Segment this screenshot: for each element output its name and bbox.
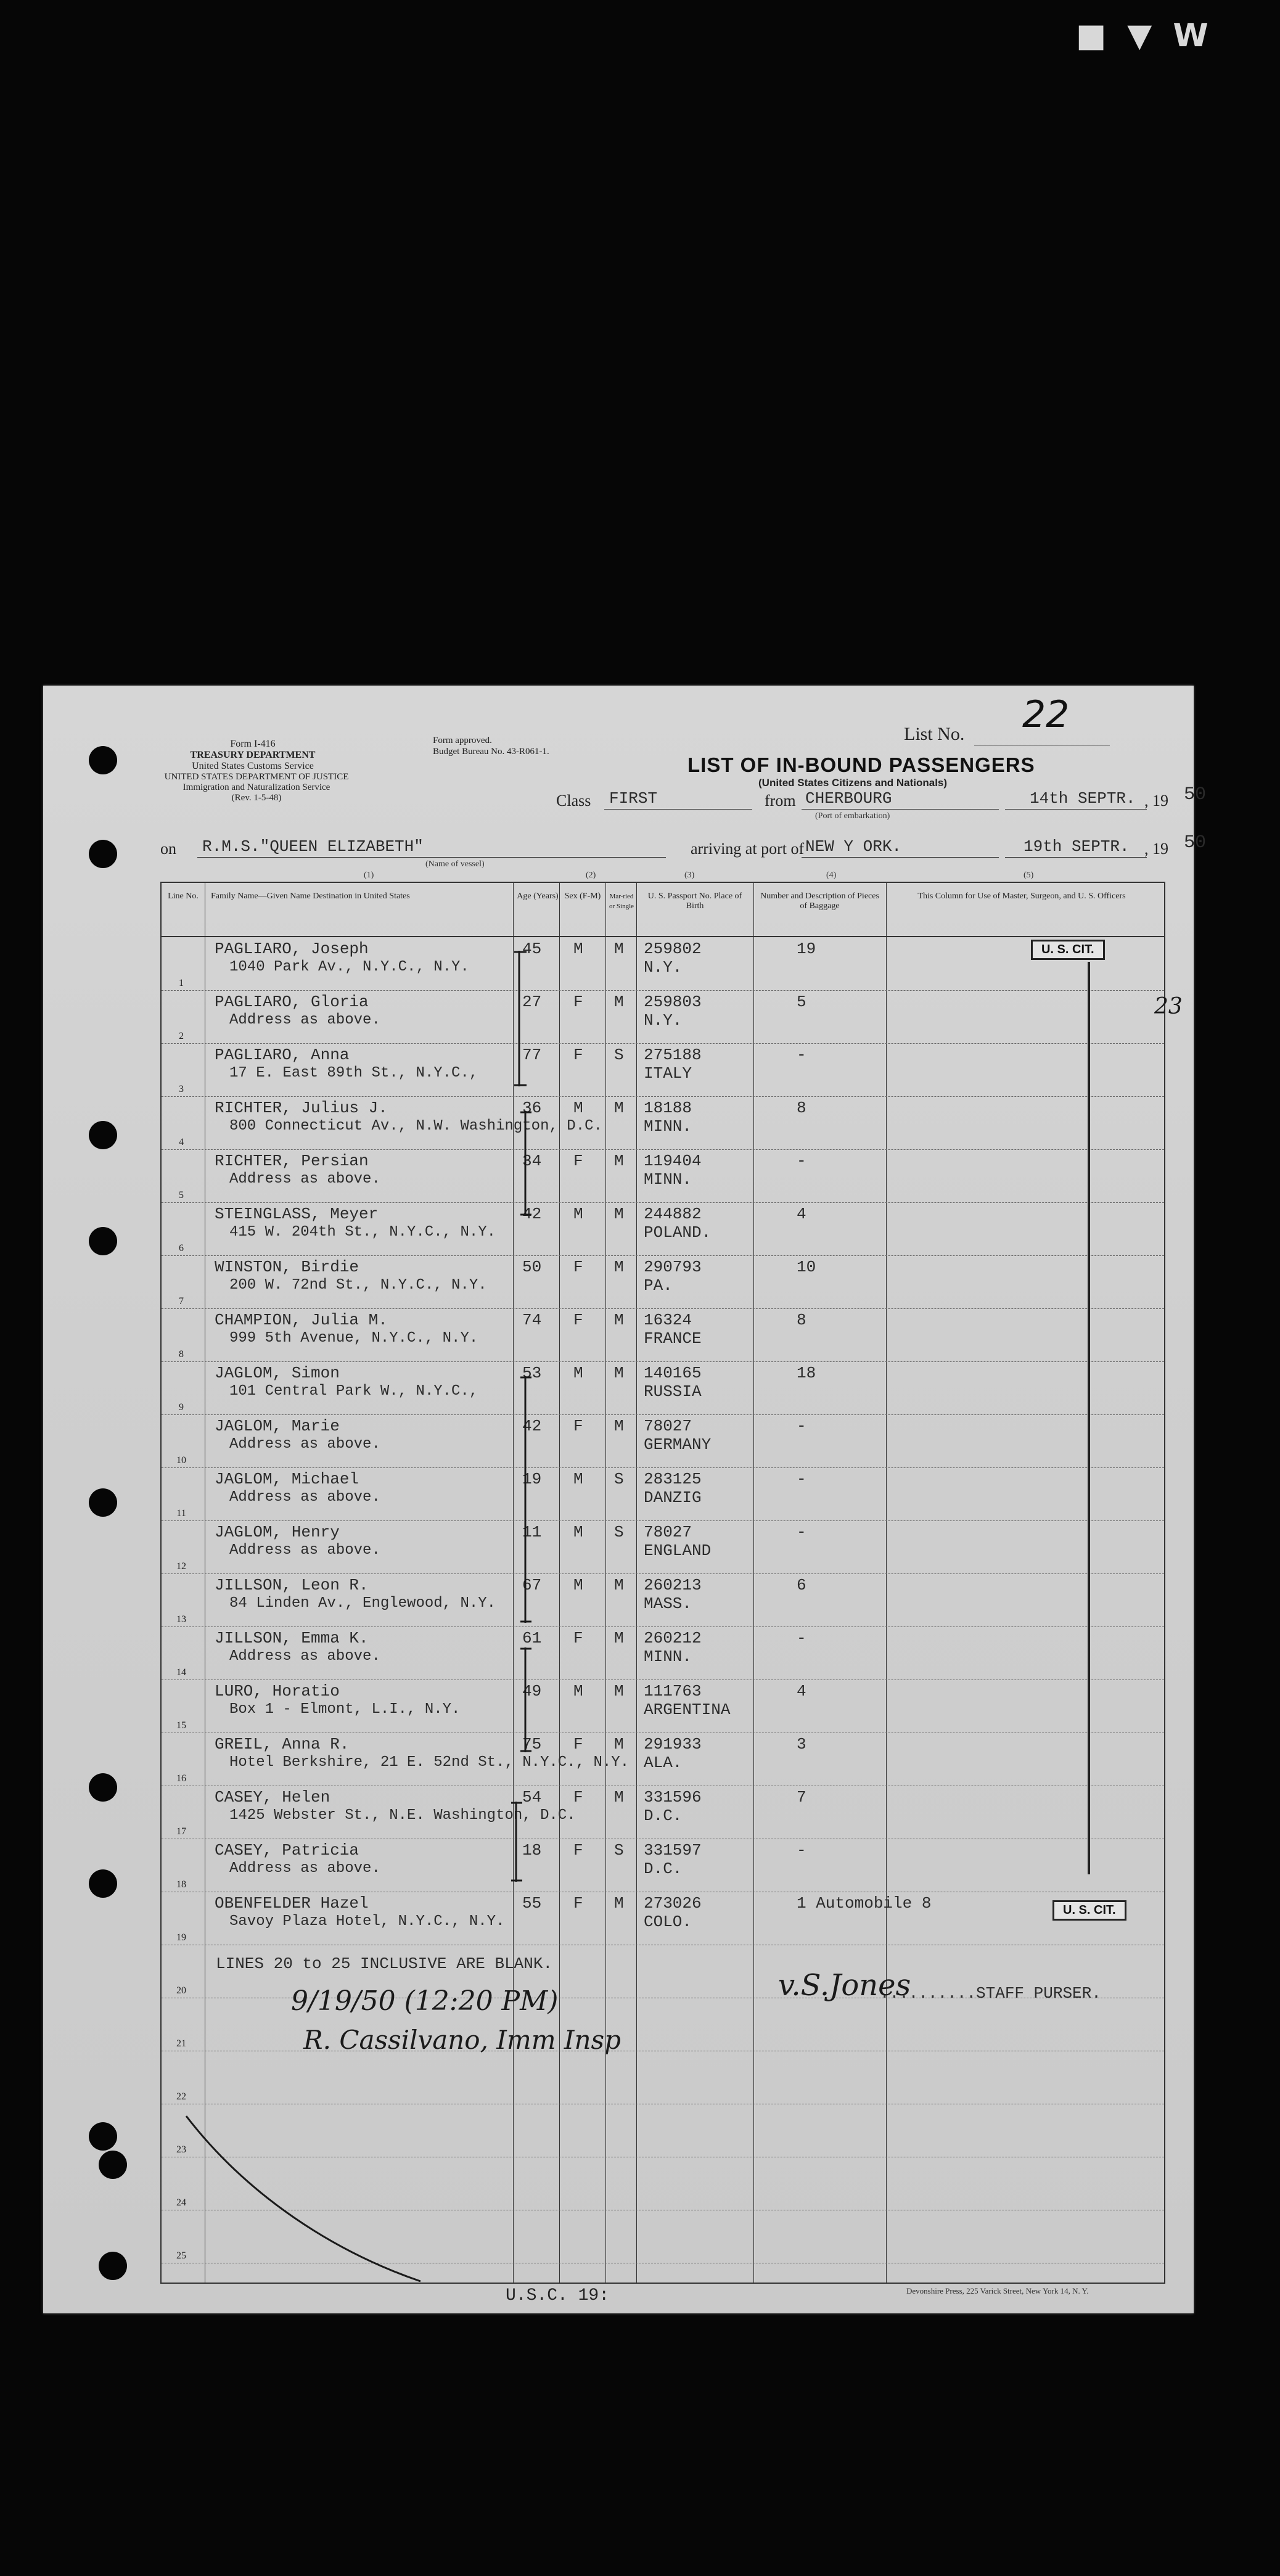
page-subtitle: (United States Citizens and Nationals) <box>758 777 948 789</box>
passenger-sex: F <box>573 1841 583 1860</box>
passenger-age: 77 <box>522 1046 542 1064</box>
embarkation-date: 14th SEPTR. <box>1030 789 1136 808</box>
line-number: 10 <box>176 1455 186 1466</box>
passport-number: 78027 <box>644 1523 692 1541</box>
passport-number: 290793 <box>644 1258 702 1276</box>
passenger-sex: F <box>573 1894 583 1913</box>
passenger-marital: M <box>614 1099 624 1117</box>
line-number: 6 <box>179 1243 184 1253</box>
passenger-name: PAGLIARO, Anna <box>215 1046 350 1064</box>
passenger-marital: M <box>614 1311 624 1329</box>
passenger-sex: F <box>573 1417 583 1435</box>
passenger-table <box>160 882 1183 2284</box>
passenger-name: OBENFELDER Hazel <box>215 1894 369 1913</box>
baggage: - <box>797 1417 806 1435</box>
passenger-age: 34 <box>522 1152 542 1170</box>
line-number: 25 <box>176 2250 186 2261</box>
passenger-name: RICHTER, Julius J. <box>215 1099 388 1117</box>
col-number-5: (5) <box>1024 871 1034 880</box>
class-label: Class <box>556 792 591 810</box>
header-married: Mar-ried or Single <box>609 893 634 910</box>
passport-number: 275188 <box>644 1046 702 1064</box>
passenger-name: JAGLOM, Henry <box>215 1523 340 1541</box>
passport-number: 260213 <box>644 1576 702 1594</box>
baggage: 18 <box>797 1364 816 1382</box>
passenger-destination: 999 5th Avenue, N.Y.C., N.Y. <box>229 1330 478 1347</box>
passenger-destination: Address as above. <box>229 1860 380 1877</box>
passport-number: 111763 <box>644 1682 702 1700</box>
passenger-age: 55 <box>522 1894 542 1913</box>
arriving-label: arriving at port of <box>691 840 805 858</box>
passport-number: 291933 <box>644 1735 702 1754</box>
line-number: 7 <box>179 1296 184 1306</box>
passport-number: 273026 <box>644 1894 702 1913</box>
baggage: - <box>797 1046 806 1064</box>
place-of-birth: PA. <box>644 1276 673 1295</box>
passenger-marital: S <box>614 1841 624 1860</box>
citizen-stamp-bottom: U. S. CIT. <box>1052 1900 1126 1921</box>
passenger-sex: F <box>573 1258 583 1276</box>
blank-lines-note: LINES 20 to 25 INCLUSIVE ARE BLANK. <box>216 1955 553 1973</box>
header-baggage: Number and Description of Pieces of Baggage <box>760 892 879 911</box>
passport-number: 259802 <box>644 940 702 958</box>
baggage: - <box>797 1629 806 1647</box>
printer-imprint: Devonshire Press, 225 Varick Street, New York 14, N. Y. <box>906 2286 1089 2295</box>
punch-hole <box>99 2252 127 2280</box>
passenger-marital: M <box>614 1417 624 1435</box>
col-number-2: (2) <box>586 871 596 880</box>
passenger-marital: M <box>614 1788 624 1807</box>
passport-number: 244882 <box>644 1205 702 1223</box>
line-number: 15 <box>176 1720 186 1731</box>
citizen-stamp-top: U. S. CIT. <box>1031 940 1105 960</box>
vessel-name: R.M.S."QUEEN ELIZABETH" <box>202 837 424 856</box>
punch-hole <box>99 2151 127 2179</box>
corner-mark: ■ ▼ W <box>1076 17 1213 54</box>
arrival-date: 19th SEPTR. <box>1024 837 1130 856</box>
passenger-destination: Address as above. <box>229 1436 380 1453</box>
header-passport: U. S. Passport No. Place of Birth <box>647 892 742 911</box>
passenger-age: 75 <box>522 1735 542 1754</box>
passport-number: 260212 <box>644 1629 702 1647</box>
place-of-birth: MASS. <box>644 1594 692 1613</box>
place-of-birth: ENGLAND <box>644 1541 712 1560</box>
margin-number: 23 <box>1154 994 1183 1019</box>
passenger-marital: M <box>614 1364 624 1382</box>
form-header-justice: UNITED STATES DEPARTMENT OF JUSTICE Immigration and Naturalization Service (Rev. 1-5-48) <box>164 772 349 803</box>
line-number: 4 <box>179 1137 184 1147</box>
baggage: - <box>797 1523 806 1541</box>
line-number: 1 <box>179 978 184 988</box>
place-of-birth: GERMANY <box>644 1435 712 1454</box>
line-number: 12 <box>176 1561 186 1572</box>
baggage: 8 <box>797 1099 806 1117</box>
passenger-destination: 84 Linden Av., Englewood, N.Y. <box>229 1595 496 1612</box>
baggage: 6 <box>797 1576 806 1594</box>
baggage: 4 <box>797 1205 806 1223</box>
line-number: 3 <box>179 1084 184 1094</box>
place-of-birth: ALA. <box>644 1754 683 1772</box>
passenger-marital: M <box>614 1735 624 1754</box>
passport-number: 331596 <box>644 1788 702 1807</box>
line-number: 18 <box>176 1879 186 1890</box>
line-number: 5 <box>179 1190 184 1200</box>
passenger-destination: Savoy Plaza Hotel, N.Y.C., N.Y. <box>229 1913 505 1930</box>
passenger-age: 36 <box>522 1099 542 1117</box>
passport-number: 331597 <box>644 1841 702 1860</box>
vessel-note: (Name of vessel) <box>425 859 485 869</box>
punch-hole <box>89 1488 117 1517</box>
passport-number: 16324 <box>644 1311 692 1329</box>
passenger-marital: M <box>614 1576 624 1594</box>
passenger-age: 42 <box>522 1417 542 1435</box>
place-of-birth: DANZIG <box>644 1488 702 1507</box>
passenger-destination: Box 1 - Elmont, L.I., N.Y. <box>229 1701 461 1718</box>
passport-number: 259803 <box>644 993 702 1011</box>
passport-number: 119404 <box>644 1152 702 1170</box>
passenger-name: JAGLOM, Simon <box>215 1364 340 1382</box>
punch-hole <box>89 1869 117 1898</box>
punch-hole <box>89 746 117 774</box>
page-title: LIST OF IN-BOUND PASSENGERS <box>687 753 1035 776</box>
passenger-name: CASEY, Helen <box>215 1788 330 1807</box>
passenger-name: JILLSON, Emma K. <box>215 1629 369 1647</box>
place-of-birth: ITALY <box>644 1064 692 1083</box>
punch-hole <box>89 2122 117 2151</box>
line-number: 19 <box>176 1932 186 1943</box>
baggage: 8 <box>797 1311 806 1329</box>
baggage: - <box>797 1152 806 1170</box>
line-number: 21 <box>176 2038 186 2049</box>
col-number-4: (4) <box>826 871 837 880</box>
passenger-name: JAGLOM, Michael <box>215 1470 359 1488</box>
punch-hole <box>89 1227 117 1255</box>
header-sex: Sex (F-M) <box>564 892 601 901</box>
passenger-sex: M <box>573 1576 583 1594</box>
passenger-age: 50 <box>522 1258 542 1276</box>
passenger-marital: M <box>614 1682 624 1700</box>
passenger-marital: M <box>614 1894 624 1913</box>
passenger-age: 11 <box>522 1523 542 1541</box>
list-number-label: List No. <box>904 724 965 744</box>
passenger-name: JILLSON, Leon R. <box>215 1576 369 1594</box>
baggage: 19 <box>797 940 816 958</box>
passenger-destination: 415 W. 204th St., N.Y.C., N.Y. <box>229 1224 496 1241</box>
footer-code: U.S.C. 19: <box>506 2286 610 2305</box>
baggage: 3 <box>797 1735 806 1754</box>
line-number: 13 <box>176 1614 186 1625</box>
passenger-sex: F <box>573 1311 583 1329</box>
form-header-treasury: Form I-416 TREASURY DEPARTMENT United States Customs Service <box>190 739 316 771</box>
passenger-age: 61 <box>522 1629 542 1647</box>
passenger-sex: M <box>573 1205 583 1223</box>
inspector-signature: R. Cassilvano, Imm Insp <box>303 2025 621 2055</box>
header-officers: This Column for Use of Master, Surgeon, and U. S. Officers <box>917 892 1126 901</box>
baggage: - <box>797 1841 806 1860</box>
place-of-birth: MINN. <box>644 1647 692 1666</box>
baggage: 1 Automobile 8 <box>797 1894 932 1913</box>
line-number: 16 <box>176 1773 186 1784</box>
place-of-birth: N.Y. <box>644 1011 683 1030</box>
passenger-age: 45 <box>522 940 542 958</box>
passenger-name: RICHTER, Persian <box>215 1152 369 1170</box>
passport-number: 140165 <box>644 1364 702 1382</box>
list-number-value: 22 <box>1022 693 1070 736</box>
passenger-destination: Address as above. <box>229 1012 380 1028</box>
passport-number: 78027 <box>644 1417 692 1435</box>
passenger-marital: S <box>614 1046 624 1064</box>
passenger-destination: 800 Connecticut Av., N.W. Washington, D.C. <box>229 1118 602 1134</box>
passenger-name: WINSTON, Birdie <box>215 1258 359 1276</box>
passport-number: 283125 <box>644 1470 702 1488</box>
passenger-name: PAGLIARO, Gloria <box>215 993 369 1011</box>
passenger-name: STEINGLASS, Meyer <box>215 1205 379 1223</box>
passenger-age: 42 <box>522 1205 542 1223</box>
place-of-birth: COLO. <box>644 1913 692 1931</box>
purser-label: ..........STAFF PURSER. <box>880 1984 1101 2003</box>
line-number: 23 <box>176 2144 186 2155</box>
baggage: 7 <box>797 1788 806 1807</box>
col-number-1: (1) <box>364 871 374 880</box>
passenger-marital: M <box>614 940 624 958</box>
class-value: FIRST <box>609 789 658 808</box>
passenger-sex: F <box>573 1735 583 1754</box>
passenger-destination: 200 W. 72nd St., N.Y.C., N.Y. <box>229 1277 487 1294</box>
passenger-name: JAGLOM, Marie <box>215 1417 340 1435</box>
passenger-age: 49 <box>522 1682 542 1700</box>
line-number: 11 <box>176 1508 186 1519</box>
arrival-year: 50 <box>1184 832 1207 853</box>
passenger-sex: M <box>573 1523 583 1541</box>
passenger-sex: F <box>573 1629 583 1647</box>
baggage: 10 <box>797 1258 816 1276</box>
punch-hole <box>89 1121 117 1149</box>
place-of-birth: MINN. <box>644 1117 692 1136</box>
arrival-year-prefix: , 19 <box>1144 840 1168 858</box>
passenger-destination: Address as above. <box>229 1489 380 1506</box>
line-number: 14 <box>176 1667 186 1678</box>
passenger-destination: Address as above. <box>229 1171 380 1188</box>
passenger-name: LURO, Horatio <box>215 1682 340 1700</box>
passenger-destination: Hotel Berkshire, 21 E. 52nd St., N.Y.C., N.Y. <box>229 1754 630 1771</box>
arrival-port: NEW Y ORK. <box>805 837 902 856</box>
passenger-age: 53 <box>522 1364 542 1382</box>
passenger-name: CASEY, Patricia <box>215 1841 359 1860</box>
passenger-sex: M <box>573 1470 583 1488</box>
embarkation-port: CHERBOURG <box>805 789 892 808</box>
embarkation-note: (Port of embarkation) <box>815 811 890 821</box>
line-number: 8 <box>179 1349 184 1360</box>
place-of-birth: ARGENTINA <box>644 1700 731 1719</box>
passenger-marital: S <box>614 1523 624 1541</box>
from-label: from <box>765 792 796 810</box>
line-number: 9 <box>179 1402 184 1413</box>
punch-hole <box>89 840 117 868</box>
place-of-birth: D.C. <box>644 1807 683 1825</box>
passenger-sex: M <box>573 940 583 958</box>
baggage: 4 <box>797 1682 806 1700</box>
passenger-age: 19 <box>522 1470 542 1488</box>
passenger-age: 74 <box>522 1311 542 1329</box>
passenger-destination: 1425 Webster St., N.E. Washington, D.C. <box>229 1807 576 1824</box>
passenger-marital: M <box>614 1205 624 1223</box>
place-of-birth: MINN. <box>644 1170 692 1189</box>
place-of-birth: N.Y. <box>644 958 683 977</box>
passenger-age: 67 <box>522 1576 542 1594</box>
header-age: Age (Years) <box>517 892 559 901</box>
header-line-no: Line No. <box>168 892 199 901</box>
handwritten-marks <box>162 883 1164 2283</box>
passenger-sex: M <box>573 1364 583 1382</box>
purser-signature: v.S.Jones <box>778 1968 911 2003</box>
passenger-sex: F <box>573 1788 583 1807</box>
passenger-age: 54 <box>522 1788 542 1807</box>
col-number-3: (3) <box>684 871 695 880</box>
line-number: 22 <box>176 2091 186 2102</box>
place-of-birth: RUSSIA <box>644 1382 702 1401</box>
line-number: 24 <box>176 2197 186 2208</box>
passenger-name: GREIL, Anna R. <box>215 1735 350 1754</box>
passenger-name: PAGLIARO, Joseph <box>215 940 369 958</box>
place-of-birth: FRANCE <box>644 1329 702 1348</box>
embarkation-year: 50 <box>1184 784 1207 805</box>
passenger-destination: 1040 Park Av., N.Y.C., N.Y. <box>229 959 469 975</box>
passenger-sex: M <box>573 1682 583 1700</box>
passenger-age: 18 <box>522 1841 542 1860</box>
passport-number: 18188 <box>644 1099 692 1117</box>
year-prefix: , 19 <box>1144 792 1168 810</box>
inspection-date: 9/19/50 (12:20 PM) <box>291 1985 559 2017</box>
on-label: on <box>160 840 176 858</box>
form-approval: Form approved. Budget Bureau No. 43-R061-1. <box>433 736 549 757</box>
passenger-destination: 17 E. East 89th St., N.Y.C., <box>229 1065 478 1081</box>
passenger-name: CHAMPION, Julia M. <box>215 1311 388 1329</box>
line-number: 20 <box>176 1985 186 1996</box>
baggage: - <box>797 1470 806 1488</box>
passenger-sex: F <box>573 993 583 1011</box>
passenger-marital: M <box>614 1629 624 1647</box>
passenger-marital: M <box>614 1258 624 1276</box>
place-of-birth: POLAND. <box>644 1223 712 1242</box>
header-name: Family Name—Given Name Destination in United States <box>211 892 410 901</box>
passenger-marital: M <box>614 993 624 1011</box>
manifest-sheet <box>43 686 1207 2313</box>
passenger-sex: F <box>573 1046 583 1064</box>
passenger-age: 27 <box>522 993 542 1011</box>
baggage: 5 <box>797 993 806 1011</box>
passenger-destination: Address as above. <box>229 1648 380 1665</box>
passenger-marital: M <box>614 1152 624 1170</box>
passenger-destination: Address as above. <box>229 1542 380 1559</box>
line-number: 2 <box>179 1031 184 1041</box>
line-number: 17 <box>176 1826 186 1837</box>
passenger-sex: M <box>573 1099 583 1117</box>
place-of-birth: D.C. <box>644 1860 683 1878</box>
passenger-sex: F <box>573 1152 583 1170</box>
punch-hole <box>89 1773 117 1802</box>
passenger-marital: S <box>614 1470 624 1488</box>
passenger-destination: 101 Central Park W., N.Y.C., <box>229 1383 478 1400</box>
